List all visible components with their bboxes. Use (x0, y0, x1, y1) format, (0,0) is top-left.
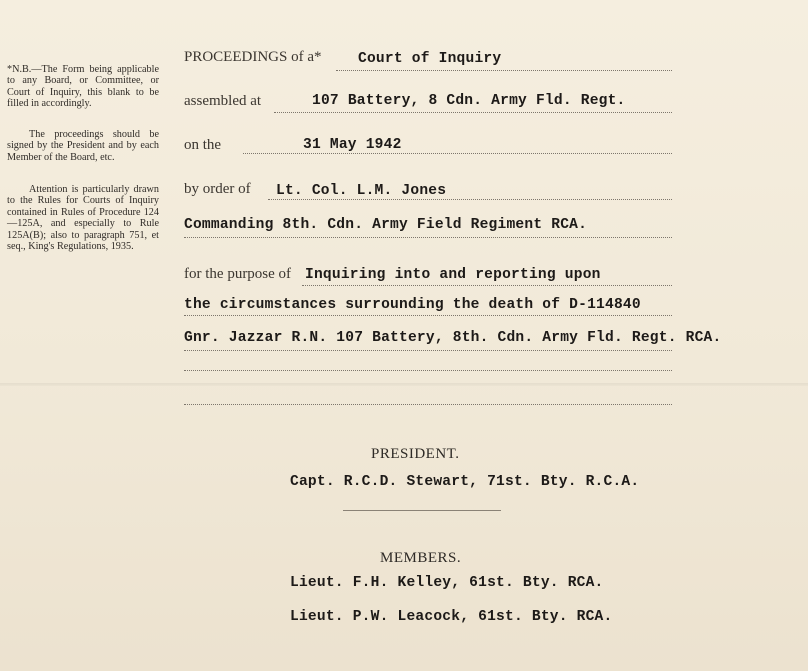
blank-rule-1 (184, 370, 672, 371)
purpose-line-1: Inquiring into and reporting upon (305, 267, 601, 283)
purpose-line-2: the circumstances surrounding the death of D-114840 (184, 297, 641, 313)
assembled-rule (274, 112, 672, 113)
commanding-rule (184, 237, 672, 238)
date-rule (243, 153, 672, 154)
president-name: Capt. R.C.D. Stewart, 71st. Bty. R.C.A. (290, 474, 640, 490)
commanding-value: Commanding 8th. Cdn. Army Field Regiment RCA. (184, 217, 588, 233)
members-heading: MEMBERS. (380, 550, 462, 566)
date-value: 31 May 1942 (303, 137, 402, 153)
blank-rule-2 (184, 404, 672, 405)
order-rule (268, 199, 672, 200)
proceedings-label: PROCEEDINGS of a* (184, 49, 322, 65)
proceedings-rule (336, 70, 672, 71)
order-value: Lt. Col. L.M. Jones (276, 183, 447, 199)
purpose-rule-1 (302, 285, 672, 286)
president-heading: PRESIDENT. (371, 446, 460, 462)
show-through-text (420, 392, 427, 406)
paper-fold (0, 383, 808, 386)
purpose-label: for the purpose of (184, 266, 292, 282)
assembled-value: 107 Battery, 8 Cdn. Army Fld. Regt. (312, 93, 626, 109)
assembled-label: assembled at (184, 93, 262, 109)
proceedings-value: Court of Inquiry (358, 51, 502, 67)
member-2: Lieut. P.W. Leacock, 61st. Bty. RCA. (290, 609, 613, 625)
purpose-line-3: Gnr. Jazzar R.N. 107 Battery, 8th. Cdn. Army Fld. Regt. RCA. (184, 330, 722, 346)
purpose-rule-2 (184, 315, 672, 316)
note-nb: *N.B.—The Form being applicable to any Board, or Committee, or Court of Inquiry, this blank to be filled in accordingly. (7, 64, 159, 110)
president-signature-rule (343, 510, 501, 511)
date-label: on the (184, 137, 222, 153)
order-label: by order of (184, 181, 251, 197)
note-attention: Attention is particularly drawn to the Rules for Courts of Inquiry contained in Rules of Procedure 124—125A, and especially to Rule 125A(B); also to paragraph 751, et seq., King's Regulations, 1935. (7, 184, 159, 253)
purpose-rule-3 (184, 350, 672, 351)
note-signing: The proceedings should be signed by the President and by each Member of the Board, etc. (7, 129, 159, 163)
member-1: Lieut. F.H. Kelley, 61st. Bty. RCA. (290, 575, 604, 591)
